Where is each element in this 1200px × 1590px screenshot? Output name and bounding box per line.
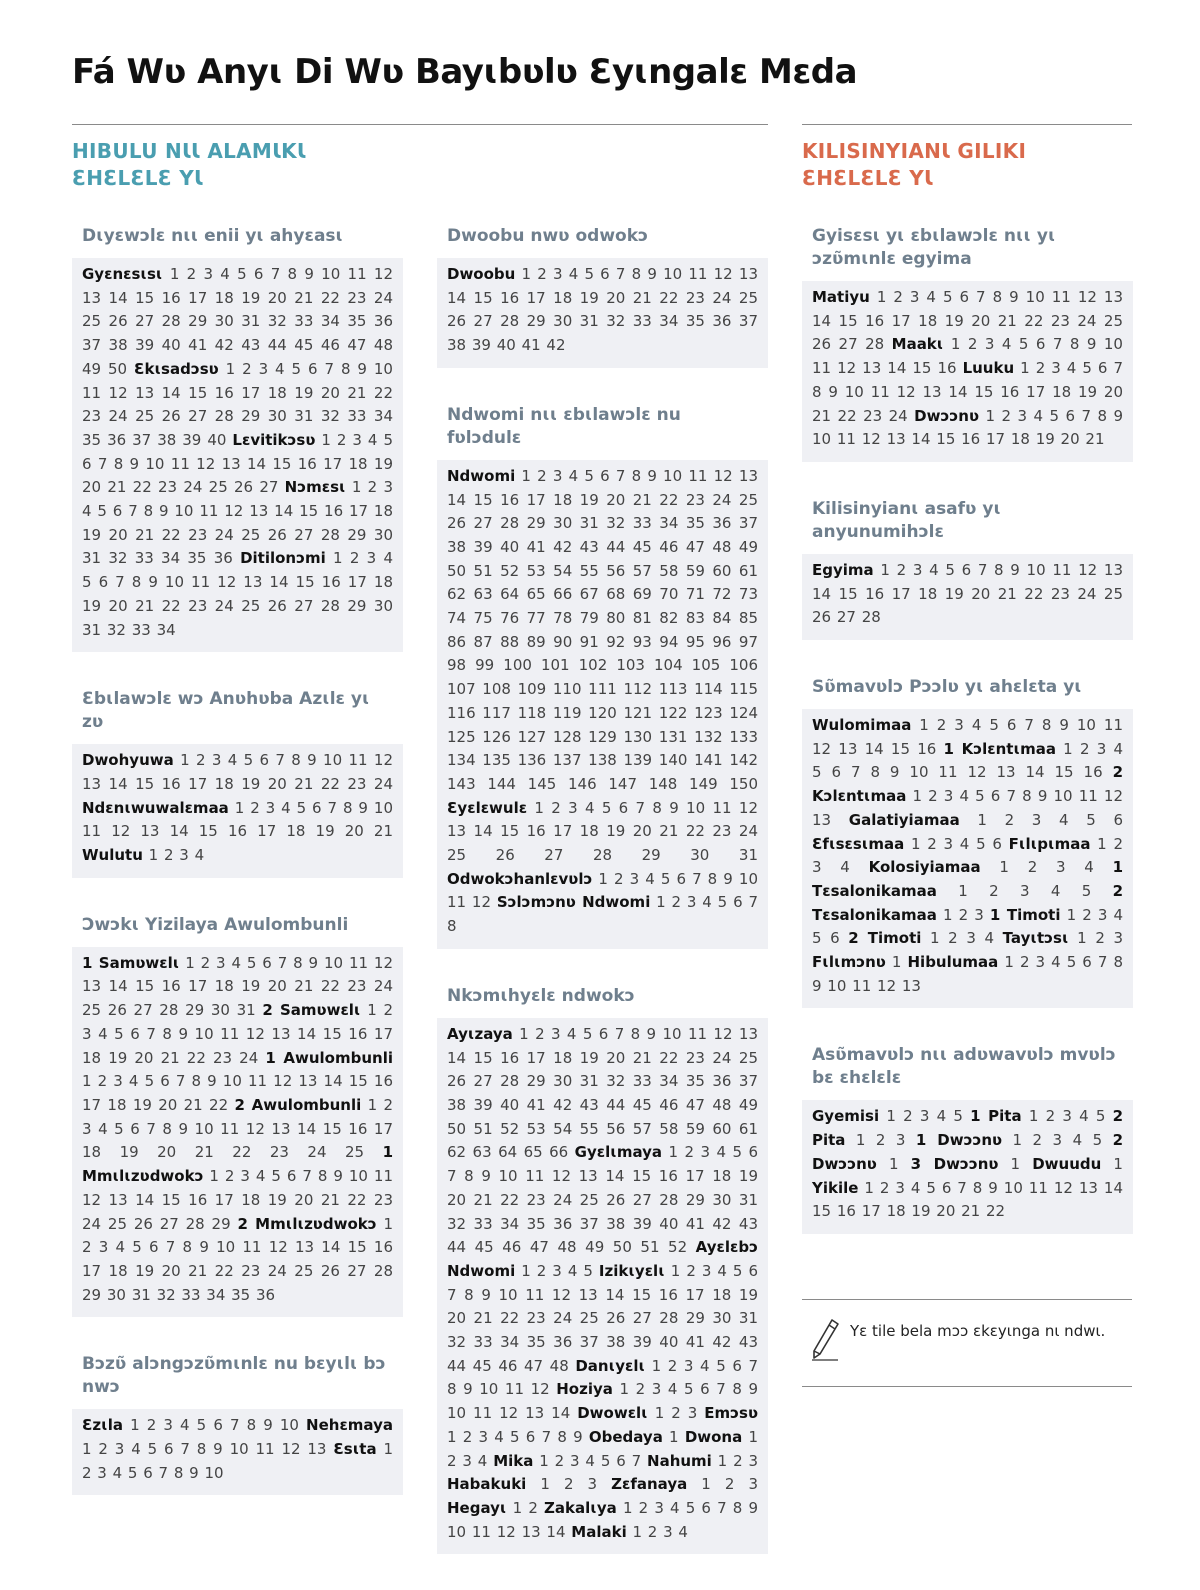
book-name: 2 Tɛsalonikamaa [812,881,1123,924]
chapter-numbers[interactable]: 1 2 3 4 [921,929,1003,948]
book-name: Ɛfɩsɛsɩmaa [812,834,905,853]
book-entry [571,1523,688,1541]
book-name: Maakɩ [891,335,944,354]
book-name: Zakalɩya [544,1498,617,1517]
chapter-numbers[interactable]: 1 2 3 4 5 6 [812,905,1124,948]
book-entry [1032,1155,1123,1173]
book-name: Dwowɛlɩ [577,1404,648,1423]
book-name: Wulutu [82,846,143,865]
book-entry [447,265,758,354]
chapter-numbers[interactable]: 1 [876,1154,911,1173]
chapter-numbers[interactable]: 1 2 3 4 5 6 7 8 9 10 11 12 [447,1356,758,1399]
book-group [72,225,403,652]
book-name: Danɩyɛlɩ [575,1356,646,1375]
book-name: Dwɔɔnʋ [914,406,979,425]
book-group [802,1044,1133,1234]
chapter-numbers[interactable]: 1 2 3 4 5 6 [959,810,1123,829]
book-name: Gyemisi [812,1107,880,1126]
book-name: 2 Pita [812,1107,1124,1150]
book-name: Ayɩzaya [447,1024,513,1043]
chapter-numbers[interactable]: 1 2 [506,1498,545,1517]
book-name: Ditilonɔmi [240,549,326,568]
book-entry [447,799,758,864]
book-name: Nehɛmaya [306,1416,393,1435]
book-name: Luuku [962,359,1015,378]
chapter-numbers[interactable]: 1 2 3 4 5 6 7 8 9 10 11 12 13 14 15 16 17 18 19 20 21 22 23 24 25 26 27 28 29 30 31 [82,953,393,1020]
chapter-list [437,258,768,368]
chapter-numbers[interactable]: 1 2 3 4 5 6 7 8 [447,893,758,936]
chapter-numbers[interactable]: 1 2 3 [711,1451,759,1470]
chapter-numbers[interactable]: 1 2 3 4 5 6 7 8 9 10 11 12 13 14 15 16 17 18 19 20 21 [812,406,1123,449]
book-group [72,688,403,878]
book-entry [970,1107,1113,1125]
book-entry [82,1416,306,1434]
chapter-numbers[interactable]: 1 2 3 4 5 [1021,1107,1113,1126]
book-name: Wulomimaa [812,716,912,735]
group-title: Asʋ̃mavʋlɔ nɩɩ adʋwavʋlɔ mvʋlɔ bɛ ɛhɛlɛlɛ [812,1045,1116,1089]
book-name: Nɔmɛsɩ [284,478,346,497]
book-name: 3 Dwɔɔnʋ [910,1154,999,1173]
chapter-numbers[interactable]: 1 2 3 4 5 6 7 8 9 10 11 12 [447,869,758,912]
book-name: Kolosiyiamaa [868,858,981,877]
chapter-numbers[interactable]: 1 2 3 4 5 [515,1261,599,1280]
chapter-list [802,1100,1133,1234]
divider-old-testament [72,124,768,125]
chapter-numbers[interactable]: 1 2 3 [845,1131,916,1150]
book-name: Habakuki [447,1475,527,1494]
book-entry [812,835,1009,853]
book-group [802,225,1133,462]
chapter-numbers[interactable]: 1 2 3 [687,1475,759,1494]
chapter-numbers[interactable]: 1 2 3 [526,1475,612,1494]
book-entry [447,1025,758,1162]
book-entry [812,1179,1123,1221]
chapter-numbers[interactable]: 1 2 3 4 [812,834,1123,877]
column-3 [802,225,1133,1270]
book-name: Hegayɩ [447,1498,507,1517]
book-name: Ɛsɩta [333,1440,377,1459]
new-testament-heading-line2: ƐHƐLƐLƐ YƖ [802,166,934,190]
group-title: Bɔzʋ̃ alɔngɔzʋ̃mɩnlɛ nu bɛyɩlɩ bɔ nwɔ [82,1354,386,1398]
chapter-numbers[interactable]: 1 2 3 4 5 6 7 [533,1451,648,1470]
book-name: Malaki [571,1522,627,1541]
chapter-numbers[interactable]: 1 2 3 4 5 6 7 8 9 10 11 12 13 [82,1440,334,1459]
book-group [437,985,768,1554]
group-title: Ɛbɩlawɔlɛ wɔ Anʋhʋba Azɩlɛ yɩ zʋ [82,689,370,733]
book-name: Gyɛlɩmaya [574,1143,663,1162]
book-name: 1 Pita [970,1107,1022,1126]
column-2 [437,225,768,1590]
chapter-numbers[interactable]: 1 2 3 4 5 6 7 8 9 10 11 12 13 [812,953,1123,995]
chapter-numbers[interactable]: 1 2 3 4 5 [936,881,1113,900]
book-group [802,498,1133,640]
book-name: Izikɩyɛlɩ [598,1261,665,1280]
book-name: Obedaya [588,1427,663,1446]
group-title: Kilisinyianɩ asafʋ yɩ anyunumihɔlɛ [812,498,1001,542]
book-name: Lɛvitikɔsʋ [232,430,316,449]
book-entry [82,846,204,864]
book-name: Dwohyuwa [82,751,174,770]
chapter-numbers[interactable]: 1 2 3 4 5 6 7 8 9 10 11 12 13 14 15 16 17 18 19 20 21 22 23 24 [82,1001,394,1067]
book-name: 1 Dwɔɔnʋ [915,1131,1003,1150]
book-entry [82,751,393,793]
book-group [72,1353,403,1495]
old-testament-heading-line2: ƐHƐLƐLƐ YƖ [72,166,204,190]
chapter-numbers[interactable]: 1 2 3 4 5 6 7 8 9 10 11 12 13 14 15 16 17 18 19 20 21 22 23 24 25 26 27 28 29 30 31 32 33 34 35 36 37 38 39 40 41 42 43 44 45 46 47 48 49 50 51 52 53 54 55 56 57 58 59 60 61 62 63 64 65 66 67 68 69 70 71 72 73 74 75 76 77 78 79 80 81 82 83 84 85 86 87 88 89 90 91 92 93 94 95 96 97 98 99 100 101 102 103 104 105 106 107 108 109 110 111 112 113 114 115 116 117 118 119 120 121 122 123 124 125 126 127 128 129 130 131 132 133 134 135 136 137 138 139 140 141 142 143 144 145 146 147 148 149 150 [447,466,758,793]
book-entry [911,1155,1033,1173]
book-name: 2 Timoti [848,929,922,948]
group-title: Nkɔmɩhyɛlɛ ndwokɔ [447,985,635,1006]
chapter-numbers[interactable]: 1 2 3 4 5 6 7 8 9 10 11 12 13 14 15 16 17 18 19 20 21 22 [82,1072,393,1114]
book-name: Nahumi [647,1451,712,1470]
book-name: Hibulumaa [907,953,999,972]
book-name: Dwoobu [447,265,516,283]
book-entry [447,1499,544,1517]
chapter-numbers[interactable]: 1 2 3 4 5 6 7 8 9 10 11 12 13 14 15 16 17 18 19 20 21 22 23 24 25 26 27 28 29 30 31 32 33 34 35 36 [82,1214,393,1304]
book-name: Ɛzɩla [82,1416,124,1435]
book-name: 2 Samʋwɛlɩ [262,1001,361,1020]
book-name: Odwokɔhanlɛvʋlɔ [447,869,593,888]
book-name: Yikile [812,1178,859,1197]
chapter-numbers[interactable]: 1 2 3 4 5 6 7 8 9 10 11 12 13 14 15 16 17 18 19 20 21 22 [812,1178,1123,1221]
book-entry [916,1131,1113,1149]
reading-note [802,1300,1132,1386]
book-name: 2 Dwɔɔnʋ [812,1131,1124,1173]
chapter-numbers[interactable]: 1 2 3 4 5 6 7 8 9 10 11 12 13 14 [447,1498,758,1541]
book-name: 1 Kɔlɛntɩmaa [943,739,1056,758]
book-name: 1 Tɛsalonikamaa [812,858,1124,900]
chapter-numbers[interactable]: 1 2 3 4 5 6 7 8 9 10 [123,1416,307,1435]
book-name: 1 Awulombunli [265,1048,393,1067]
new-testament-heading-line1: KILISINYIANƖ GILIKI [802,139,1027,163]
group-title: Sʋ̃mavʋlɔ Pɔɔlʋ yɩ ahɛlɛta yɩ [812,677,1082,698]
old-testament-heading-line1: HIBULU NƖƖ ALAMƖKƖ [72,139,306,163]
chapter-numbers[interactable]: 1 2 3 4 5 6 7 8 9 10 11 12 13 14 [447,1380,758,1423]
book-name: 1 Samʋwɛlɩ [82,953,180,972]
group-title: Dɩyɛwɔlɛ nɩɩ enii yɩ ahyɛasɩ [82,226,344,246]
book-entry [848,929,1002,947]
new-testament-heading [802,138,1026,192]
book-name: 1 Timoti [989,905,1061,924]
note-bottom-divider [802,1386,1132,1387]
book-name: Ɛyɛlɛwulɛ [447,798,528,817]
chapter-numbers[interactable]: 1 2 3 4 5 6 7 8 9 10 11 12 13 14 15 16 17 18 19 20 21 22 23 24 25 26 27 28 29 30 31 32 33 34 [82,549,393,639]
book-name: Hoziya [556,1380,613,1399]
book-name: 2 Kɔlɛntɩmaa [812,763,1123,806]
book-group [437,404,768,949]
chapter-numbers[interactable]: 1 2 3 4 5 6 7 8 9 [447,1427,589,1446]
book-entry [82,799,393,841]
chapter-numbers[interactable]: 1 2 3 4 5 [879,1107,971,1126]
chapter-list [72,258,403,652]
chapter-numbers[interactable]: 1 2 3 4 5 6 7 8 9 10 11 12 13 14 15 16 17 18 19 20 21 22 23 24 [812,359,1123,425]
book-entry [812,953,908,971]
chapter-numbers[interactable]: 1 2 3 [936,905,990,924]
book-group [72,914,403,1318]
chapter-numbers[interactable]: 1 2 3 4 5 6 7 8 9 10 11 12 13 14 15 16 17 18 19 20 21 22 23 24 25 26 27 28 29 30 31 32 33 34 35 36 37 38 39 40 41 42 43 44 45 46 47 48 49 50 51 52 [447,1143,758,1257]
book-name: 2 Mmɩlɩzʋdwokɔ [237,1214,377,1233]
book-name: Ndwomi [447,466,516,485]
chapter-numbers[interactable]: 1 2 3 4 5 6 7 8 9 10 11 12 13 14 15 16 17 18 19 20 21 [82,798,393,841]
chapter-numbers[interactable]: 1 [1101,1154,1123,1173]
chapter-numbers[interactable]: 1 2 3 4 5 6 7 8 9 10 11 12 13 14 15 16 17 18 19 20 21 22 23 24 25 26 27 28 29 30 31 32 33 34 35 36 37 38 39 40 41 42 43 44 45 46 47 48 [447,1261,759,1375]
book-name: Gyɛnɛsɩsɩ [82,265,163,283]
chapter-numbers[interactable]: 1 2 3 4 5 6 7 8 9 10 11 12 13 14 15 16 17 18 19 20 21 22 23 24 25 26 27 28 29 30 31 [447,798,758,865]
chapter-numbers[interactable]: 1 [885,953,908,972]
chapter-numbers[interactable]: 1 2 3 4 [142,846,205,865]
book-name: Ayɛlɛbɔ Ndwomi [447,1238,758,1280]
chapter-list [437,460,768,949]
chapter-numbers[interactable]: 1 2 3 4 [626,1522,688,1541]
book-entry [1003,929,1123,947]
chapter-numbers[interactable]: 1 2 3 4 [980,858,1113,877]
old-testament-heading [72,138,306,192]
book-group [802,676,1133,1008]
chapter-numbers[interactable]: 1 2 3 4 5 6 7 8 9 10 11 12 13 14 15 16 [812,716,1123,758]
book-entry [869,858,1113,876]
chapter-numbers[interactable]: 1 2 3 4 5 6 7 8 9 10 [82,1440,393,1482]
chapter-list [72,1409,403,1495]
book-name: Zɛfanaya [611,1475,688,1494]
pencil-icon [810,1318,840,1362]
book-entry [589,1428,685,1446]
chapter-list [437,1018,768,1554]
chapter-numbers[interactable]: 1 2 3 4 5 6 7 8 9 10 11 12 13 14 15 16 17 18 19 20 21 22 23 24 25 26 27 28 [812,288,1123,354]
chapter-numbers[interactable]: 1 2 3 4 5 6 [904,834,1009,853]
book-name: Tayɩtɔsɩ [1002,929,1069,948]
group-title: Ndwomi nɩɩ ɛbɩlawɔlɛ nu fʋlɔdulɛ [447,404,681,448]
book-group [437,225,768,368]
chapter-numbers[interactable]: 1 2 3 4 5 6 7 8 9 10 11 12 13 14 15 16 17 18 19 20 21 22 23 24 25 26 27 28 29 [82,1167,393,1233]
group-title: Ɔwɔkɩ Yizilaya Awulombunli [82,914,349,935]
book-name: Ɛkɩsadɔsʋ [134,359,219,378]
book-entry [447,467,758,793]
book-name: Dwona [684,1427,743,1446]
chapter-numbers[interactable]: 1 [998,1154,1033,1173]
book-entry [849,811,1123,829]
book-name: Emɔsʋ [704,1404,758,1423]
book-name: Egyima [812,560,874,579]
chapter-numbers[interactable]: 1 2 3 [1068,929,1124,948]
book-name: 1 Mmɩlɩzʋdwokɔ [82,1143,393,1186]
book-name: 2 Awulombunli [234,1095,362,1114]
chapter-numbers[interactable]: 1 2 3 4 5 6 7 8 9 10 11 12 13 14 15 16 [812,335,1123,378]
book-entry [812,561,1123,626]
chapter-numbers[interactable]: 1 2 3 4 [447,1427,758,1470]
group-title: Gyisɛsɩ yɩ ɛbɩlawɔlɛ nɩɩ yɩ ɔzʋ̃mɩnlɛ egyima [812,226,1056,269]
chapter-list [802,281,1133,462]
chapter-numbers[interactable]: 1 2 3 4 5 6 7 8 9 10 11 12 13 14 15 16 17 18 19 20 21 22 23 24 25 26 27 28 29 30 31 32 33 34 35 36 37 38 39 40 41 42 43 44 45 46 47 48 49 50 [82,265,393,378]
book-name: Mika [493,1451,534,1470]
chapter-numbers[interactable]: 1 2 3 [647,1404,705,1423]
chapter-numbers[interactable]: 1 2 3 4 5 6 7 8 9 10 11 12 13 14 15 16 17 18 19 20 21 22 23 24 25 26 27 28 29 30 31 32 33 34 35 36 37 38 39 40 [82,359,393,449]
divider-new-testament [802,124,1132,125]
chapter-numbers[interactable]: 1 2 3 4 5 6 7 8 9 10 11 12 13 14 15 16 17 18 19 20 21 22 23 24 25 26 27 28 29 30 31 32 33 34 35 36 37 38 39 40 41 42 43 44 45 46 47 48 49 50 51 52 53 54 55 56 57 58 59 60 61 62 63 64 65 66 [447,1024,758,1162]
book-entry [611,1475,758,1493]
book-entry [812,1107,970,1125]
book-entry [493,1452,647,1470]
chapter-numbers[interactable]: 1 2 3 4 5 6 7 8 9 10 11 12 13 [812,787,1123,829]
chapter-numbers[interactable]: 1 2 3 4 5 6 7 8 9 10 11 12 13 14 15 16 17 18 19 20 21 22 23 24 25 [82,1095,393,1162]
chapter-numbers[interactable]: 1 2 3 4 5 6 7 8 9 10 11 12 13 14 15 16 17 18 19 20 21 22 23 24 25 26 27 28 29 30 31 32 33 34 35 36 [82,478,394,568]
book-entry [447,1475,611,1493]
book-name: Fɩlɩpɩmaa [1008,834,1091,853]
book-name: Ndɛnɩwuwalɛmaa [82,798,229,817]
book-name: Fɩlɩmɔnʋ [812,953,886,972]
book-entry [577,1404,704,1422]
group-title: Dwoobu nwʋ odwokɔ [447,226,649,246]
chapter-numbers[interactable]: 1 2 3 4 5 6 7 8 9 10 11 12 13 14 15 16 17 18 19 20 21 22 23 24 25 26 27 28 [812,560,1123,627]
chapter-list [72,947,403,1318]
book-name: Matiyu [812,288,870,306]
chapter-numbers[interactable]: 1 2 3 4 5 6 7 8 9 10 11 12 13 14 15 16 17 18 19 20 21 22 23 24 25 26 27 28 29 30 31 32 33 34 35 36 37 38 39 40 41 42 [447,265,758,355]
chapter-numbers[interactable]: 1 [662,1427,685,1446]
column-1 [72,225,403,1531]
chapter-numbers[interactable]: 1 2 3 4 5 6 7 8 9 10 11 12 13 14 15 16 [812,739,1124,782]
chapter-list [802,709,1133,1008]
chapter-list [802,554,1133,640]
page-title: Fá Wʋ Anyɩ Di Wʋ Bayɩbʋlʋ Ɛyɩngalɛ Mɛda [72,52,858,92]
book-entry [647,1452,758,1470]
chapter-numbers[interactable]: 1 2 3 4 5 6 7 8 9 10 11 12 13 14 15 16 17 18 19 20 21 22 23 24 [82,751,393,793]
chapter-numbers[interactable]: 1 2 3 4 5 [1002,1131,1113,1150]
book-name: Galatiyiamaa [848,810,960,829]
note-text: Yɛ tile bela mɔɔ ɛkɛyɩnga nɩ ndwɩ. [850,1322,1106,1340]
book-name: Sɔlɔmɔnʋ Ndwomi [496,893,651,912]
chapter-numbers[interactable]: 1 2 3 4 5 6 7 8 9 10 11 12 13 14 15 16 17 18 19 20 21 22 23 24 25 26 27 [82,430,393,497]
book-name: Dwuudu [1032,1154,1102,1173]
chapter-list [72,744,403,878]
